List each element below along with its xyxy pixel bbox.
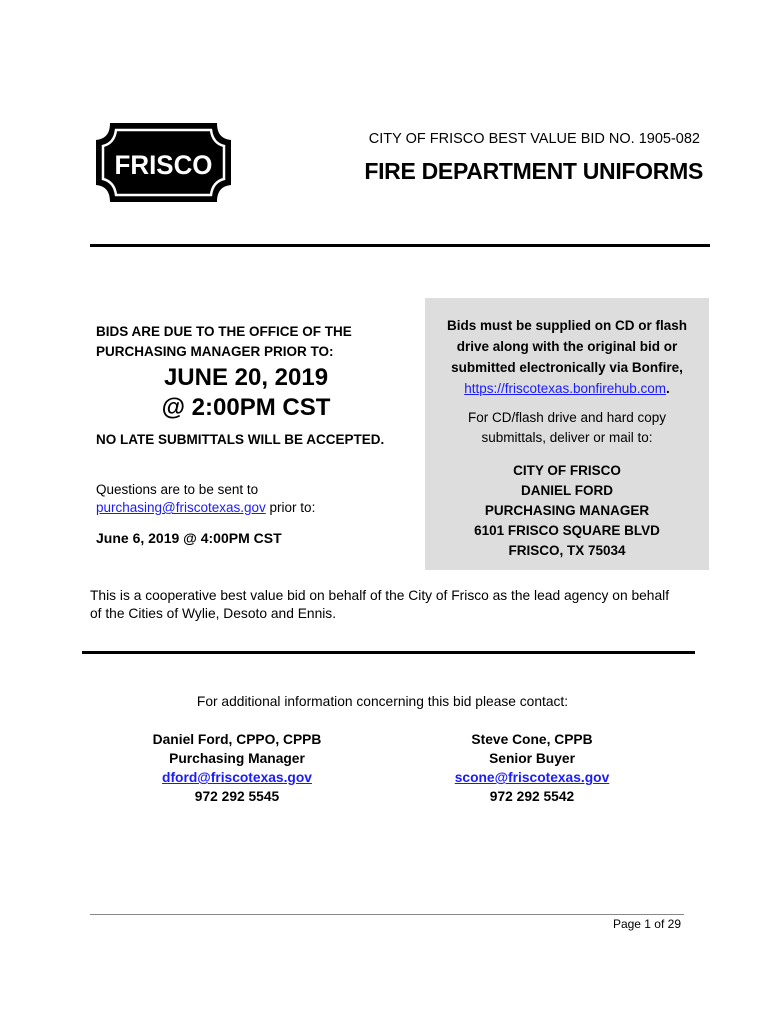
address-line: CITY OF FRISCO [513,463,621,478]
contact-name: Steve Cone, CPPB [471,732,593,747]
submission-note-line: submittals, deliver or mail to: [481,430,653,445]
cooperative-line-2: of the Cities of Wylie, Desoto and Ennis. [90,606,337,621]
submission-bold-line: Bids must be supplied on CD or flash [446,318,688,333]
due-line-1: BIDS ARE DUE TO THE OFFICE OF THE [96,324,352,339]
contact-intro: For additional information concerning this bid please contact: [196,694,569,709]
purchasing-email-link[interactable]: purchasing@friscotexas.gov [96,500,266,515]
bid-number: CITY OF FRISCO BEST VALUE BID NO. 1905-082 [368,131,700,147]
page-title: FIRE DEPARTMENT UNIFORMS [364,158,703,184]
cooperative-line-1: This is a cooperative best value bid on behalf of the City of Frisco as the lead agency on behalf [90,588,670,603]
contact-email-link[interactable]: scone@friscotexas.gov [454,770,610,785]
due-line-2: PURCHASING MANAGER PRIOR TO: [96,344,334,359]
due-notice [96,322,396,362]
due-time: @ 2:00PM CST [161,394,331,421]
contact-role: Purchasing Manager [169,751,305,766]
contact-card-cone [412,730,652,806]
submission-bold-line: drive along with the original bid or [456,339,678,354]
footer-divider [90,914,684,915]
divider-top [90,244,710,247]
questions-line: Questions are to be sent to [96,482,259,497]
due-date-block [96,363,396,423]
logo-text: FRISCO [114,150,213,180]
contact-phone: 972 292 5545 [194,789,280,804]
bonfire-url-link[interactable]: https://friscotexas.bonfirehub.com [464,381,667,396]
address-line: PURCHASING MANAGER [484,503,650,518]
questions-block [96,481,416,517]
bonfire-url-suffix: . [666,381,670,396]
contact-card-ford [117,730,357,806]
contact-phone: 972 292 5542 [489,789,575,804]
contact-name: Daniel Ford, CPPO, CPPB [152,732,322,747]
address-line: DANIEL FORD [520,483,613,498]
cooperative-statement [90,587,710,623]
due-date: JUNE 20, 2019 [163,364,329,391]
submission-bold-line: submitted electronically via Bonfire, [451,360,683,375]
frisco-logo [96,123,231,202]
questions-email-line [96,499,416,517]
questions-deadline: June 6, 2019 @ 4:00PM CST [96,530,282,546]
frisco-logo-emblem [96,123,231,202]
late-notice: NO LATE SUBMITTALS WILL BE ACCEPTED. [96,432,385,447]
address-line: FRISCO, TX 75034 [508,543,626,558]
questions-suffix: prior to: [265,500,316,515]
submission-box [425,298,709,570]
address-line: 6101 FRISCO SQUARE BLVD [474,523,660,538]
bonfire-url-line [425,378,709,399]
divider-middle [82,651,695,654]
contact-role: Senior Buyer [489,751,575,766]
submission-note-line: For CD/flash drive and hard copy [467,410,667,425]
page-number: Page 1 of 29 [612,917,681,931]
contact-email-link[interactable]: dford@friscotexas.gov [162,770,312,785]
